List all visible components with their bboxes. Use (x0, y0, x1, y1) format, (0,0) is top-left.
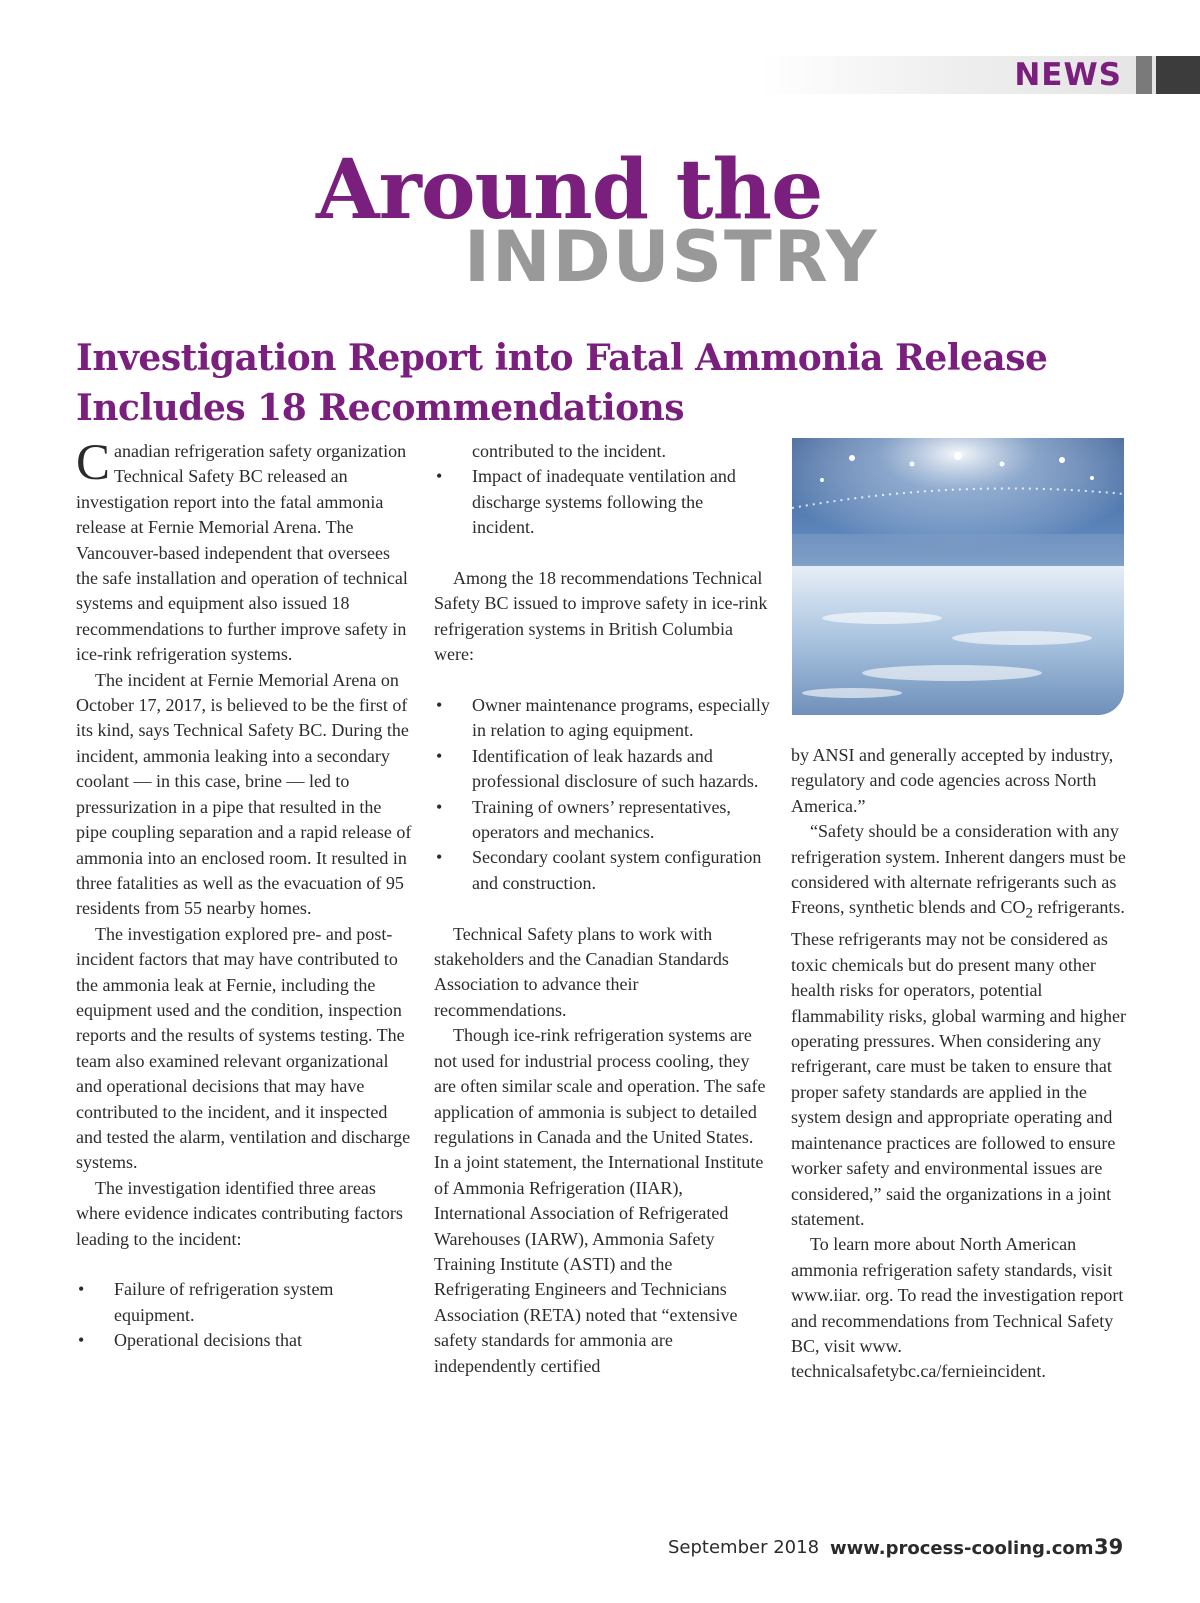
spacer (434, 668, 770, 693)
banner-block-light (1136, 56, 1152, 94)
column-1 (76, 435, 412, 1354)
list-item-text: Identification of leak hazards and professional disclosure of such hazards. (472, 745, 759, 792)
ice-rink-photo (792, 438, 1124, 715)
list-item (434, 744, 770, 795)
drop-cap: C (76, 435, 111, 491)
paragraph (76, 435, 412, 668)
paragraph: Though ice-rink refrigeration systems are not used for industrial process cooling, they are often similar scale and operation. The safe application of ammonia is subject to detailed regulations in Canada and the United States. In a joint statement, the International Institute of Ammonia Refrigeration (IIAR), International Association of Refrigerated Warehouses (IARW), Ammonia Safety Training Institute (ASTI) and the Refrigerating Engineers and Technicians Association (RETA) noted that “extensive safety standards for ammonia are independently certified (434, 1025, 766, 1376)
column-3 (791, 743, 1127, 1385)
issue-date: September 2018 (668, 1537, 820, 1558)
banner-blocks (1136, 56, 1200, 94)
section-label: NEWS (1014, 57, 1122, 93)
paragraph: Among the 18 recommendations Technical Safety BC issued to improve safety in ice-rink refrigeration systems in British Columbia were: (434, 568, 768, 665)
headline-line1: Investigation Report into Fatal Ammonia Release (76, 337, 1048, 379)
list-item (76, 1277, 412, 1328)
paragraph: The incident at Fernie Memorial Arena on October 17, 2017, is believed to be the first of its kind, says Technical Safety BC. During the incident, ammonia leaking into a secondary coolant — in this case, brine — led to pressurization in a pipe that resulted in the pipe coupling separation and a rapid release of ammonia into an enclosed room. It resulted in three fatalities as well as the evacuation of 95 residents from 55 nearby homes. (76, 669, 412, 919)
paragraph-text: anadian refrigeration safety organization Technical Safety BC released an investigation report into the fatal ammonia release at Fernie Memorial Arena. The Vancouver-based independent that oversees the safe installation and operation of technical systems and equipment also issued 18 recommendations to further improve safety in ice-rink refrigeration systems. (76, 441, 408, 665)
news-banner (760, 56, 1200, 94)
paragraph (791, 819, 1127, 1232)
list-item (434, 845, 770, 896)
list-item (434, 795, 770, 846)
hero-title-line2: INDUSTRY (464, 216, 879, 298)
list-item-text: Impact of inadequate ventilation and discharge systems following the incident. (472, 466, 736, 538)
list-item-text: Training of owners’ representatives, operators and mechanics. (472, 796, 731, 843)
paragraph-text: “Safety should be a consideration with any refrigeration system. Inherent dangers must be considered with alternate refrigerants such as Freons, synthetic blends and CO (791, 821, 1126, 918)
list-item-text: Owner maintenance programs, especially in relation to aging equipment. (472, 695, 770, 741)
list-item-text: contributed to the incident. (472, 441, 666, 461)
paragraph: The investigation explored pre- and post-incident factors that may have contributed to the ammonia leak at Fernie, including the equipment used and the condition, inspection reports and the results of systems testing. The team also examined relevant organizational and operational decisions that may have contributed to the incident, and it inspected and tested the alarm, ventilation and discharge systems. (76, 923, 411, 1173)
bullet-icon: • (436, 796, 443, 817)
bullet-icon: • (436, 466, 443, 487)
bullet-icon: • (436, 745, 443, 766)
headline-line2: Includes 18 Recommendations (76, 387, 685, 429)
paragraph: The investigation identified three areas where evidence indicates contributing factors leading to the incident: (76, 1177, 403, 1249)
subscript: 2 (1025, 906, 1033, 923)
paragraph-continued: by ANSI and generally accepted by industry, regulatory and code agencies across North America.” (791, 745, 1114, 816)
list-item-text: Operational decisions that (114, 1330, 302, 1351)
bullet-icon: • (78, 1279, 85, 1300)
paragraph-text: refrigerants. These refrigerants may not be considered as toxic chemicals but do present many other health risks for operators, potential flammability risks, global warming and higher operating pressures. When considering any refrigerant, care must be taken to ensure that proper safety standards are applied in the system design and appropriate operating and maintenance practices are followed to ensure worker safety and environmental issues are considered,” said the organizations in a joint statement. (791, 897, 1126, 1229)
bullet-icon: • (436, 847, 443, 868)
list-item-text: Failure of refrigeration system equipment. (114, 1279, 334, 1325)
page-number: 39 (1094, 1535, 1124, 1559)
list-item-continued (434, 439, 770, 464)
spacer (434, 896, 770, 921)
paragraph: To learn more about North American ammonia refrigeration safety standards, visit www.iiar. org. To read the investigation report and recommendations from Technical Safety BC, visit www. technicalsafetybc.ca/fernieincident. (791, 1234, 1124, 1382)
column-2 (434, 439, 770, 1379)
bullet-icon: • (436, 695, 443, 716)
list-item-text: Secondary coolant system configuration and construction. (472, 847, 762, 893)
list-item (434, 464, 770, 540)
bullet-icon: • (78, 1330, 85, 1351)
list-item (434, 693, 770, 744)
paragraph: Technical Safety plans to work with stakeholders and the Canadian Standards Association to advance their recommendations. (434, 923, 729, 1020)
hero-title-line1: Around the (316, 142, 823, 238)
banner-block-dark (1156, 56, 1200, 94)
website-url: www.process-cooling.com (830, 1538, 1094, 1559)
spacer (434, 541, 770, 566)
list-item (76, 1328, 412, 1353)
article-headline (76, 333, 1126, 433)
spacer (76, 1252, 412, 1277)
ice-rink-illustration (792, 438, 1124, 715)
